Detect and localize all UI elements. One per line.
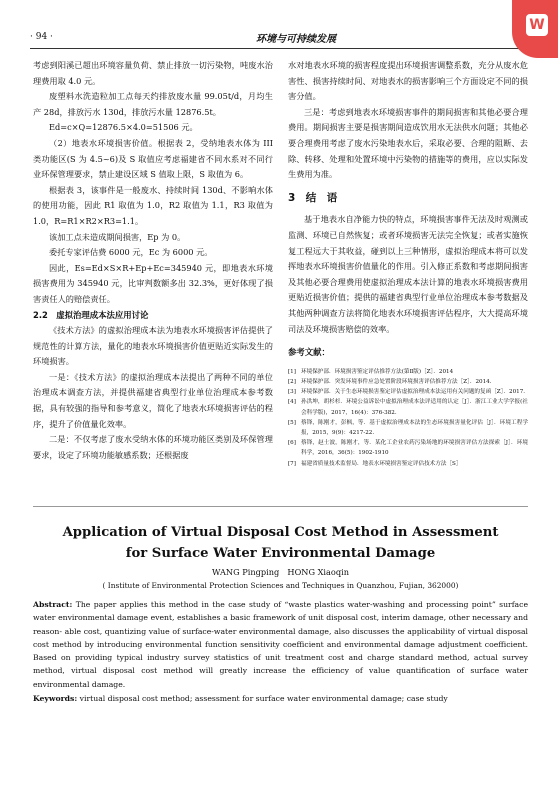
english-title: Application of Virtual Disposal Cost Method in Assessment for Surface Water Environmental Damage [62,525,499,561]
reference-list [288,367,528,469]
reference-item: [5] 蔡锋，陈刚才，彭枫，等．基于虚拟治理成本法的生态环境损害量化评估［J］．环境工程学报，2015，9(9)：4217-22. [288,419,528,436]
section-heading: 3 结 语 [288,191,338,204]
paragraph: （2）地表水环境损害价值。根据表 2，受纳地表水体为 III 类功能区(S 为 4.5~6)及 S 取值应考虑福建省不同水系对不同行业环保管理要求，禁止建设区域 S 值取上限，S 取值为 6。 [33,137,273,180]
paragraph: 考虑到阳溪已超出环境容量负荷、禁止排放一切污染物，吨废水治理费用取 4.0 元。 [33,60,273,86]
authors: WANG Pingping HONG Xiaoqin [212,567,349,577]
paragraph: 因此，Es=Ed×S×R+Ep+Ec=345940 元，即地表水环境损害费用为 345940 元，比审判数额多出 32.3%，更好体现了损害责任人的赔偿责任。 [33,262,273,304]
abstract-label: Abstract: [33,600,73,609]
references-heading: 参考文献： [288,347,330,358]
paragraph: 《技术方法》的虚拟治理成本法为地表水环境损害评估提供了规范性的计算方法，量化的地表水环境损害价值更贴近实际发生的环境损害。 [33,325,273,367]
reference-item: [3] 环境保护部．关于生态环境损害鉴定评估虚拟治理成本法运用有关问题的复函［Z］．2017. [288,389,526,396]
keywords-text: virtual disposal cost method; assessment for surface water environmental damage; case study [79,694,448,704]
reference-item: [2] 环境保护部．突发环境事件应急处置阶段环境损害评估推荐方法［Z］．2014. [288,378,492,385]
affiliation: ( Institute of Environmental Protection Sciences and Techniques in Quanzhou, Fujian, 362000) [102,581,459,590]
section-divider [33,506,528,507]
journal-title: 环境与可持续发展 [256,34,336,45]
paragraph: 二是：不仅考虑了废水受纳水体的环境功能区类别及环保管理要求，设定了环境功能敏感系数；还根据废 [33,434,273,460]
formula: Ed=c×Q=12876.5×4.0=51506 元。 [49,122,198,133]
reference-item: [6] 蔡锋，赵士波，陈刚才，等．某化工企业农药污染场地的环境损害评估方法探索［J］．环境科学，2016，36(5)：1902-1910 [288,440,528,457]
reference-item: [7] 福建省质量技术监督局．地表水环境损害鉴定评估技术方法［S］ [288,460,462,467]
keywords [33,692,528,705]
paragraph: 根据表 3，该事件是一般废水、持续时间 130d、不影响水体的使用功能，因此 R1 取值为 1.0，R2 取值为 1.1，R3 取值为 1.0，R=R1×R2×R3=1.1。 [33,184,273,226]
paragraph: 三是：考虑到地表水环境损害事件的期间损害和其他必要合理费用。期间损害主要是损害期间造成饮用水无法供水问题；其他必要合理费用考虑了废水污染地表水后，采取必要、合理的阻断、去除、转移、处理和处置环境中污染物的措施等的费用，应以实际发生费用为准。 [288,106,528,180]
paragraph: 委托专家评估费 6000 元，Ec 为 6000 元。 [49,247,213,258]
corner-badge[interactable] [512,0,558,58]
english-abstract-block [33,522,528,705]
abstract [33,598,528,691]
page-number: · 94 · [30,32,53,42]
document-icon: W [526,14,548,36]
paragraph: 一是：《技术方法》的虚拟治理成本法提出了两种不同的单位治理成本调查方法，并提供福建省典型行业单位治理成本参考数据，具有较强的指导和参考意义，简化了地表水环境损害评估的程序，提升了价值量化效率。 [33,371,273,429]
running-header [30,30,528,46]
subsection-heading: 2.2 虚拟治理成本法应用讨论 [33,309,149,320]
left-column [33,58,273,463]
abstract-text: The paper applies this method in the case study of “waste plastics water-washing and processing point” surface water environmental damage event, establishes a basic framework of unit disposal cost, interim damage, other necessary and reason- able cost, quantizing value of surface-water environmental damage, also discusses the applicability of virtual disposal cost method by introducing environmental function sensitivity coefficient and environmental damage adjustment coefficient. Based on providing typical industry survey statistics of unit treatment cost and charge standard method, actual survey method, virtual disposal cost method will greatly increase the efficiency of value quantification of surface water environmental damage. [33,600,528,689]
right-column [288,58,528,469]
paragraph: 基于地表水自净能力快的特点，环境损害事件无法及时观测或监测、环境已自然恢复；或者环境损害无法完全恢复；或者实施恢复工程远大于其收益，碰到以上三种情形，虚拟治理成本将可以发挥地表水环境损害价值量化的作用。引入修正系数和考虑期间损害及其他必要合理费用使虚拟治理成本法计算的地表水环境损害费用更贴近损害价值；提供的福建省典型行业单位治理成本参考数据及其他两种调查方法将简化地表水环境损害评估程序，大大提高环境司法及环境损害赔偿的效率。 [288,214,528,334]
reference-item: [1] 环境保护部．环境损害鉴定评估推荐方法(第Ⅱ版)［Z］．2014 [288,368,454,375]
paragraph: 该加工点未造成期间损害，Ep 为 0。 [49,231,186,242]
paragraph: 废塑料水洗造粒加工点每天约排放废水量 99.05t/d，月均生产 28d，排放污水 130d，排放污水量 12876.5t。 [33,91,273,117]
header-rule [30,48,528,49]
keywords-label: Keywords: [33,694,78,704]
paragraph: 水对地表水环境的损害程度提出环境损害调整系数，充分从废水危害性、损害持续时间、对地表水的损害影响三个方面设定不同的损害分值。 [288,60,528,102]
reference-item: [4] 孙洪坤，胡杉杉．环境公益诉讼中虚拟治理成本法评适用的认定［J］．浙江工业大学学报(社会科学版)，2017，16(4)：376-382. [288,399,528,416]
